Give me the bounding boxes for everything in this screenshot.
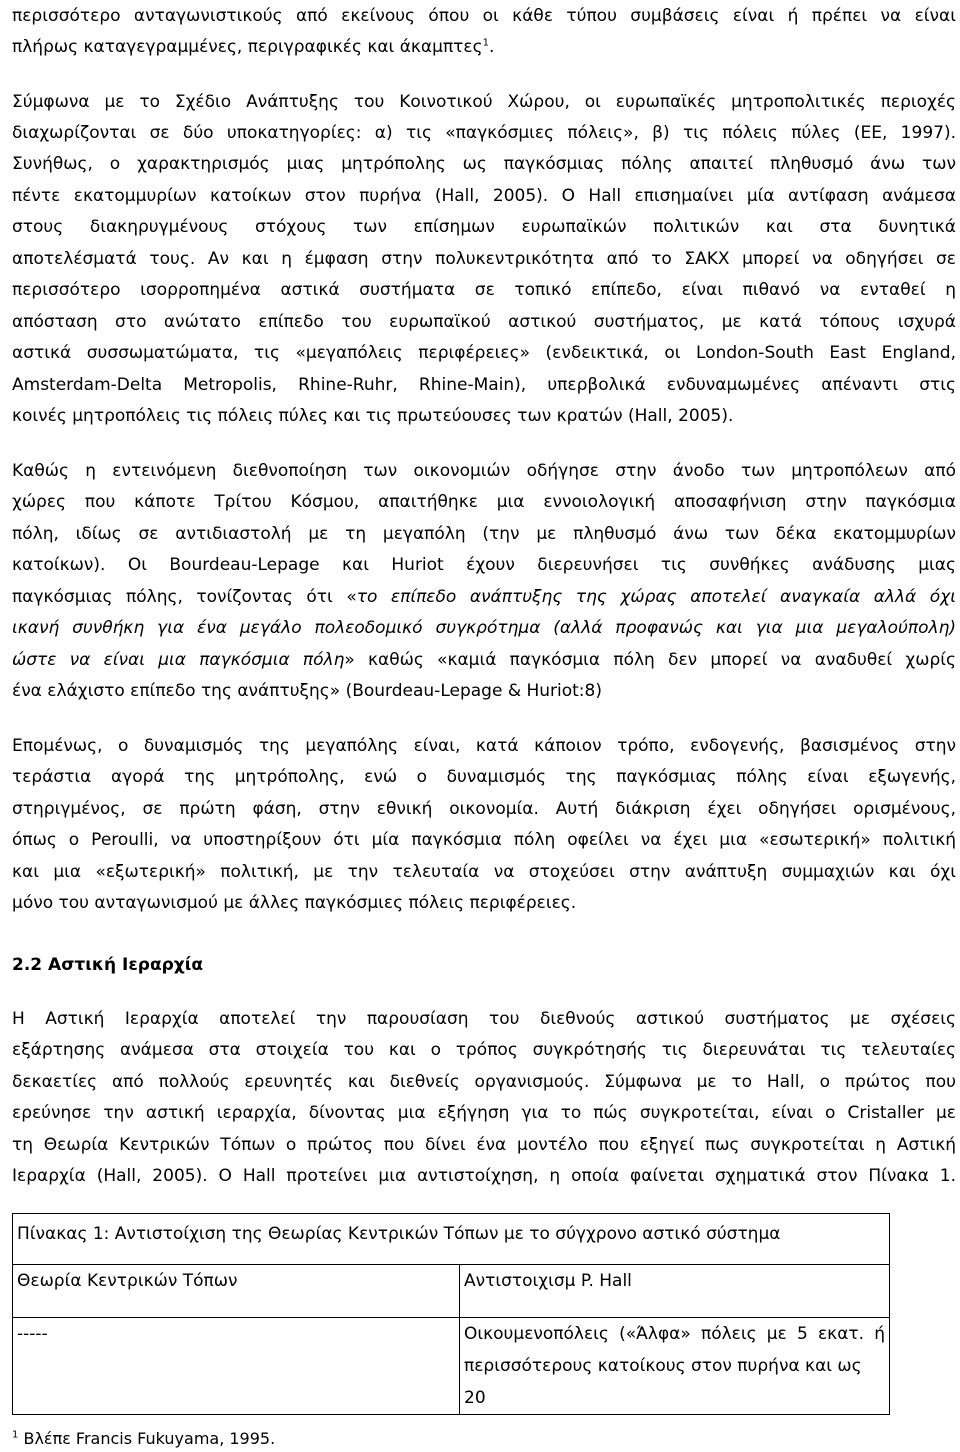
- paragraph-3-line-6: [12, 612, 956, 644]
- paragraph-4-line-3: στηριγμένος, σε πρώτη φάση, στην εθνική οικονομία. Αυτή διάκριση έχει οδηγήσει ορισμένους,: [12, 799, 956, 819]
- paragraph-5-line-4: ερεύνησε την αστική ιεραρχία, δίνοντας μια εξήγηση για το πώς συγκροτείται, είναι ο Cristaller με: [12, 1103, 956, 1123]
- table-cell-row1-col2: [460, 1318, 890, 1415]
- paragraph-3-line-5: [12, 581, 956, 613]
- paragraph-3-line-8: ένα ελάχιστο επίπεδο της ανάπτυξης» (Bourdeau-Lepage & Huriot:8): [12, 681, 602, 701]
- paragraph-4-line-6: μόνο του ανταγωνισμού με άλλες παγκόσμιες πόλεις περιφέρειες.: [12, 893, 577, 913]
- paragraph-3-line-3: πόλη, ιδίως σε αντιδιαστολή με τη μεγαπόλη (την με πληθυσμό άνω των δέκα εκατομμυρίων: [12, 524, 956, 544]
- table-header-row: [13, 1265, 890, 1318]
- paragraph-1-line-2: [12, 31, 494, 63]
- paragraph-2-line-7: περισσότερο ισορροπημένα αστικά συστήματα σε τοπικό επίπεδο, είναι πιθανό να ενταθεί η: [12, 280, 956, 300]
- paragraph-2-line-6: αποτελέσματά τους. Αν και η έμφαση στην πολυκεντρικότητα από το ΣΑΚΧ μπορεί να οδηγήσει σε: [12, 249, 956, 269]
- paragraph-4-line-5: και μια «εξωτερική» πολιτική, με την τελευταία να στοχεύσει στην ανάπτυξη συμμαχιών και όχι: [12, 862, 956, 882]
- paragraph-3-quote-part-1: το επίπεδο ανάπτυξης της χώρας αποτελεί αναγκαία αλλά όχι: [356, 587, 956, 607]
- paragraph-5-line-2: εξάρτησης ανάμεσα στα στοιχεία του και ο τρόπος συγκρότησής τις διερευνάται τις τελευταίες: [12, 1040, 956, 1060]
- paragraph-2-line-9: αστικά συσσωματώματα, τις «μεγαπόλεις περιφέρειες» (ενδεικτικά, οι London-South East England,: [12, 343, 956, 363]
- table-cell-row1-col2-line1: Οικουμενοπόλεις («Άλφα» πόλεις με 5 εκατ. ή: [464, 1324, 885, 1344]
- table-title: Πίνακας 1: Αντιστοίχιση της Θεωρίας Κεντρικών Τόπων με το σύγχρονο αστικό σύστημα: [13, 1214, 890, 1265]
- paragraph-2-line-4: πέντε εκατομμυρίων κατοίκων στον πυρήνα (Hall, 2005). Ο Hall επισημαίνει μία αντίφαση ανάμεσα: [12, 186, 956, 206]
- paragraph-2-line-2: διαχωρίζονται σε δύο υποκατηγορίες: α) τις «παγκόσμιες πόλεις», β) τις πόλεις πύλες (ΕΕ, 1997).: [12, 123, 956, 143]
- table-header-hall: Αντιστοιχισμ P. Hall: [460, 1265, 890, 1318]
- table-title-row: [13, 1214, 890, 1265]
- paragraph-4-line-4: όπως ο Peroulli, να υποστηρίξουν ότι μία παγκόσμια πόλη οφείλει να έχει μια «εσωτερική» πολιτική: [12, 830, 956, 850]
- paragraph-2-line-5: στους διακηρυγμένους στόχους των επίσημων ευρωπαϊκών πολιτικών και στα δυνητικά: [12, 217, 956, 237]
- footnote-number: 1: [12, 1429, 19, 1441]
- paragraph-3-quote-part-3: ώστε να είναι μια παγκόσμια πόλη: [12, 650, 345, 670]
- paragraph-3-line-1: Καθώς η εντεινόμενη διεθνοποίηση των οικονομιών οδήγησε στην άνοδο των μητροπόλεων από: [12, 461, 956, 481]
- table-1: [12, 1213, 890, 1415]
- paragraph-5-line-1: Η Αστική Ιεραρχία αποτελεί την παρουσίαση του διεθνούς αστικού συστήματος με σχέσεις: [12, 1009, 956, 1029]
- paragraph-5-line-3: δεκαετίες από πολλούς ερευνητές και διεθνείς οργανισμούς. Σύμφωνα με το Hall, ο πρώτος που: [12, 1072, 956, 1092]
- section-heading: 2.2 Αστική Ιεραρχία: [12, 955, 204, 975]
- footnote-reference: 1: [482, 37, 489, 49]
- table-header-central-places: Θεωρία Κεντρικών Τόπων: [13, 1265, 460, 1318]
- paragraph-2-line-3: Συνήθως, ο χαρακτηρισμός μιας μητρόπολης ως παγκόσμιας πόλης απαιτεί πληθυσμό άνω των: [12, 154, 956, 174]
- paragraph-3-line-2: χώρες που κάποτε Τρίτου Κόσμου, απαιτήθηκε μια εννοιολογική αποσαφήνιση στην παγκόσμια: [12, 492, 956, 512]
- paragraph-3-quote-part-2: ικανή συνθήκη για ένα μεγάλο πολεοδομικό συγκρότημα (αλλά προφανώς και για μια μεγαλούπολη): [12, 618, 956, 638]
- paragraph-4-line-1: Επομένως, ο δυναμισμός της μεγαπόλης είναι, κατά κάποιον τρόπο, ενδογενής, βασισμένος στην: [12, 736, 956, 756]
- table-row: [13, 1318, 890, 1415]
- paragraph-1-line-2-text: πλήρως καταγεγραμμένες, περιγραφικές και άκαμπτες: [12, 37, 483, 57]
- paragraph-4-line-2: τεράστια αγορά της μητρόπολης, ενώ ο δυναμισμός της παγκόσμιας πόλης είναι εξωγενής,: [12, 767, 956, 787]
- paragraph-1-end: .: [488, 37, 495, 57]
- paragraph-5-line-6: Ιεραρχία (Hall, 2005). Ο Hall προτείνει μια αντιστοίχηση, η οποία φαίνεται σχηματικά στον Πίνακα 1.: [12, 1166, 956, 1186]
- paragraph-3-line-5-plain: παγκόσμιας πόλης, τονίζοντας ότι «: [12, 587, 357, 607]
- paragraph-3-line-7: [12, 644, 956, 676]
- paragraph-3-line-7-plain: » καθώς «καμιά παγκόσμια πόλη δεν μπορεί να αναδυθεί χωρίς: [344, 650, 956, 670]
- table-cell-row1-col1: -----: [13, 1318, 460, 1415]
- paragraph-2-line-10: Amsterdam-Delta Metropolis, Rhine-Ruhr, Rhine-Main), υπερβολικά ενδυναμωμένες απέναντι στις: [12, 375, 956, 395]
- paragraph-1-line-1: περισσότερο ανταγωνιστικούς από εκείνους όπου οι κάθε τύπου συμβάσεις είναι ή πρέπει να είναι: [12, 6, 956, 26]
- paragraph-5-line-5: τη Θεωρία Κεντρικών Τόπων ο πρώτος που δίνει ένα μοντέλο που εξηγεί πως συγκροτείται η Αστική: [12, 1135, 956, 1155]
- paragraph-3-line-4: κατοίκων). Οι Bourdeau-Lepage και Huriot έχουν διερευνήσει τις συνθήκες ανάδυσης μιας: [12, 555, 956, 575]
- table-cell-row1-col2-line2: περισσότερους κατοίκους στον πυρήνα και ως 20: [464, 1356, 862, 1408]
- paragraph-2-line-8: απόσταση στο ανώτατο επίπεδο του ευρωπαϊκού αστικού συστήματος, με κατά τόπους ισχυρά: [12, 312, 956, 332]
- paragraph-2-line-1: Σύμφωνα με το Σχέδιο Ανάπτυξης του Κοινοτικού Χώρου, οι ευρωπαϊκές μητροπολιτικές περιοχές: [12, 92, 956, 112]
- footnote-separator: [12, 1414, 314, 1415]
- paragraph-2-line-11: κοινές μητροπόλεις τις πόλεις πύλες και τις πρωτεύουσες των κρατών (Hall, 2005).: [12, 406, 734, 426]
- footnote: [12, 1426, 275, 1452]
- footnote-text: Βλέπε Francis Fukuyama, 1995.: [23, 1429, 276, 1448]
